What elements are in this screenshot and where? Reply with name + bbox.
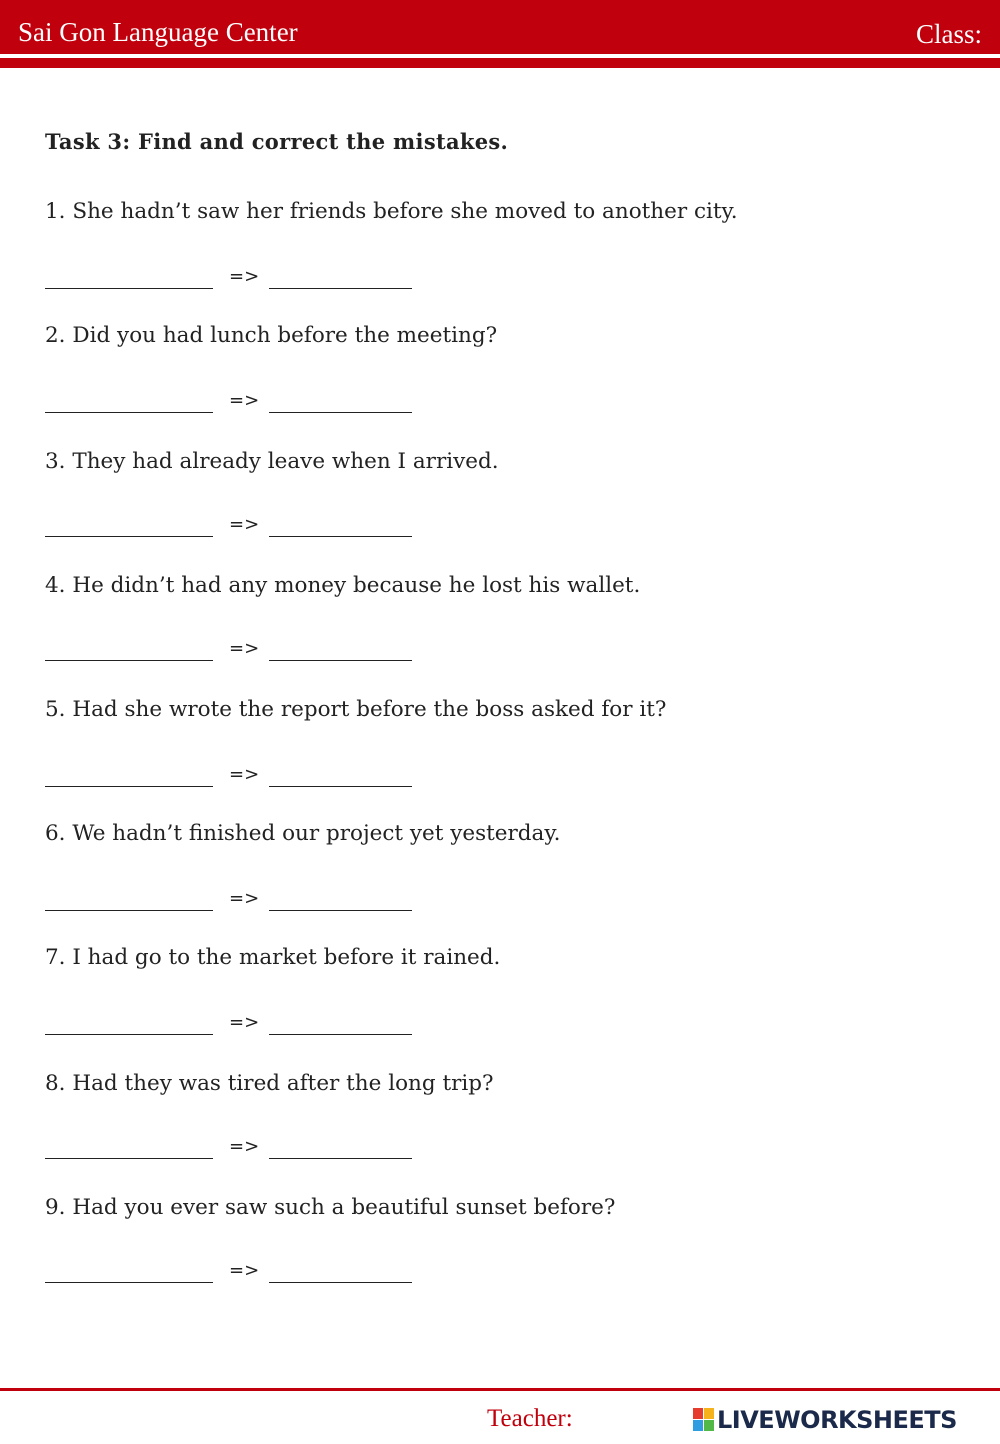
mistake-blank-7[interactable] [45,1034,213,1035]
teacher-label: Teacher: [487,1405,573,1432]
header-title: Sai Gon Language Center [18,17,298,47]
question-9: 9. Had you ever saw such a beautiful sunset before? [45,1195,616,1220]
mistake-blank-4[interactable] [45,660,213,661]
arrow: => [229,1012,260,1033]
class-label: Class: [915,19,982,49]
mistake-blank-9[interactable] [45,1282,213,1283]
mistake-blank-6[interactable] [45,910,213,911]
correction-blank-8[interactable] [269,1158,412,1159]
question-1: 1. She hadn’t saw her friends before she moved to another city. [45,199,738,224]
answer-row-1 [45,262,445,292]
mistake-blank-3[interactable] [45,536,213,537]
answer-row-7 [45,1008,445,1038]
question-4: 4. He didn’t had any money because he lost his wallet. [45,573,641,598]
correction-blank-6[interactable] [269,910,412,911]
task-title: Task 3: Find and correct the mistakes. [45,129,509,154]
arrow: => [229,390,260,411]
correction-blank-9[interactable] [269,1282,412,1283]
question-2: 2. Did you had lunch before the meeting? [45,323,498,348]
question-5: 5. Had she wrote the report before the boss asked for it? [45,697,667,722]
correction-blank-3[interactable] [269,536,412,537]
mistake-blank-8[interactable] [45,1158,213,1159]
correction-blank-5[interactable] [269,786,412,787]
arrow: => [229,1260,260,1281]
correction-blank-2[interactable] [269,412,412,413]
correction-blank-1[interactable] [269,288,412,289]
answer-row-2 [45,386,445,416]
question-3: 3. They had already leave when I arrived. [45,449,499,474]
arrow: => [229,638,260,659]
liveworksheets-logo [693,1406,993,1434]
mistake-blank-2[interactable] [45,412,213,413]
answer-row-8 [45,1132,445,1162]
footer-divider [0,1388,1000,1391]
answer-row-3 [45,510,445,540]
mistake-blank-1[interactable] [45,288,213,289]
question-7: 7. I had go to the market before it rained. [45,945,501,970]
arrow: => [229,266,260,287]
mistake-blank-5[interactable] [45,786,213,787]
arrow: => [229,514,260,535]
arrow: => [229,764,260,785]
answer-row-5 [45,760,445,790]
question-8: 8. Had they was tired after the long trip? [45,1071,494,1096]
header-divider [0,58,1000,68]
arrow: => [229,1136,260,1157]
correction-blank-7[interactable] [269,1034,412,1035]
header-bar [0,0,1000,54]
question-6: 6. We hadn’t finished our project yet yesterday. [45,821,561,846]
answer-row-4 [45,634,445,664]
correction-blank-4[interactable] [269,660,412,661]
arrow: => [229,888,260,909]
liveworksheets-brand: LIVEWORKSHEETS [717,1406,957,1434]
answer-row-9 [45,1256,445,1286]
answer-row-6 [45,884,445,914]
liveworksheets-logo-icon [693,1408,715,1432]
